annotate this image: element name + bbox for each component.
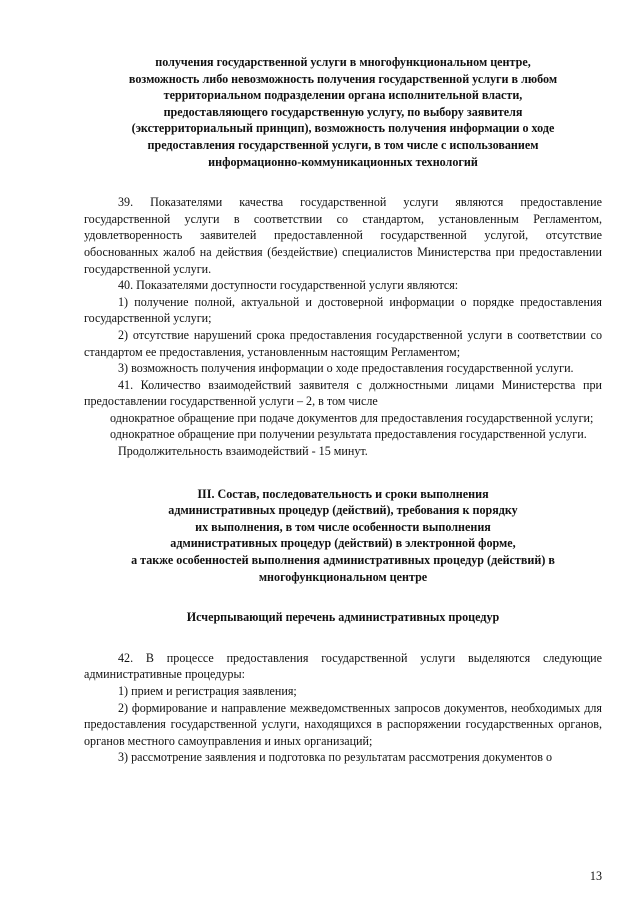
list-item-41-1: однократное обращение при подаче документов для предоставления государственной услуги; bbox=[110, 410, 594, 425]
top-heading-line: информационно-коммуникационных технологий bbox=[208, 154, 478, 169]
top-heading bbox=[84, 54, 602, 170]
subsection-heading: Исчерпывающий перечень административных процедур bbox=[186, 610, 500, 625]
list-item-42-2: 2) формирование и направление межведомственных запросов документов, необходимых для предоставления государственной услуги, находящихся в распоряжении государственных органов, органов местного самоуправления и иных организаций; bbox=[84, 700, 602, 748]
section-heading-line: административных процедур (действий), требования к порядку bbox=[168, 503, 518, 518]
section-heading-line: административных процедур (действий) в электронной форме, bbox=[170, 536, 516, 551]
section-heading bbox=[84, 486, 602, 586]
body-section-2 bbox=[84, 650, 602, 766]
list-item-40-3: 3) возможность получения информации о ходе предоставления государственной услуги. bbox=[118, 361, 574, 376]
section-heading-line: их выполнения, в том числе особенности выполнения bbox=[195, 519, 491, 534]
section-heading-line: III. Состав, последовательность и сроки выполнения bbox=[197, 486, 489, 501]
interaction-duration: Продолжительность взаимодействий - 15 минут. bbox=[118, 444, 368, 459]
list-item-40-2: 2) отсутствие нарушений срока предоставления государственной услуги в соответствии со стандартом ее предоставления, установленным настоящим Регламентом; bbox=[84, 327, 602, 359]
top-heading-line: (экстерриториальный принцип), возможность получения информации о ходе bbox=[131, 121, 555, 136]
list-item-42-1: 1) прием и регистрация заявления; bbox=[118, 684, 297, 698]
page-number: 13 bbox=[589, 869, 602, 884]
top-heading-line: получения государственной услуги в многофункциональном центре, bbox=[155, 55, 531, 69]
top-heading-line: возможность либо невозможность получения государственной услуги в любом bbox=[128, 71, 558, 86]
paragraph-39: 39. Показателями качества государственной услуги являются предоставление государственной услуги в соответствии со стандартом, установленным Регламентом, удовлетворенность заявителей предоставленной государственной услугой, отсутствие обоснованных жалоб на действия (бездействие) специалистов Министерства при предоставлении государственной услуги. bbox=[84, 195, 602, 276]
top-heading-line: предоставления государственной услуги, в том числе с использованием bbox=[147, 137, 539, 152]
top-heading-line: территориальном подразделении органа исполнительной власти, bbox=[163, 88, 523, 103]
list-item-40-1: 1) получение полной, актуальной и достоверной информации о порядке предоставления государственной услуги; bbox=[84, 294, 602, 326]
top-heading-line: предоставляющего государственную услугу, по выбору заявителя bbox=[163, 104, 523, 119]
paragraph-40: 40. Показателями доступности государственной услуги являются: bbox=[118, 278, 459, 293]
section-heading-line: многофункциональном центре bbox=[258, 569, 428, 584]
section-heading-line: а также особенностей выполнения административных процедур (действий) в bbox=[131, 553, 555, 568]
list-item-42-3: 3) рассмотрение заявления и подготовка по результатам рассмотрения документов о bbox=[118, 750, 552, 765]
list-item-41-2: однократное обращение при получении результата предоставления государственной услуги. bbox=[110, 427, 587, 442]
paragraph-42: 42. В процессе предоставления государственной услуги выделяются следующие административные процедуры: bbox=[84, 650, 602, 682]
body-section-1 bbox=[84, 194, 602, 460]
paragraph-41: 41. Количество взаимодействий заявителя с должностными лицами Министерства при предоставлении государственной услуги – 2, в том числе bbox=[84, 377, 602, 409]
